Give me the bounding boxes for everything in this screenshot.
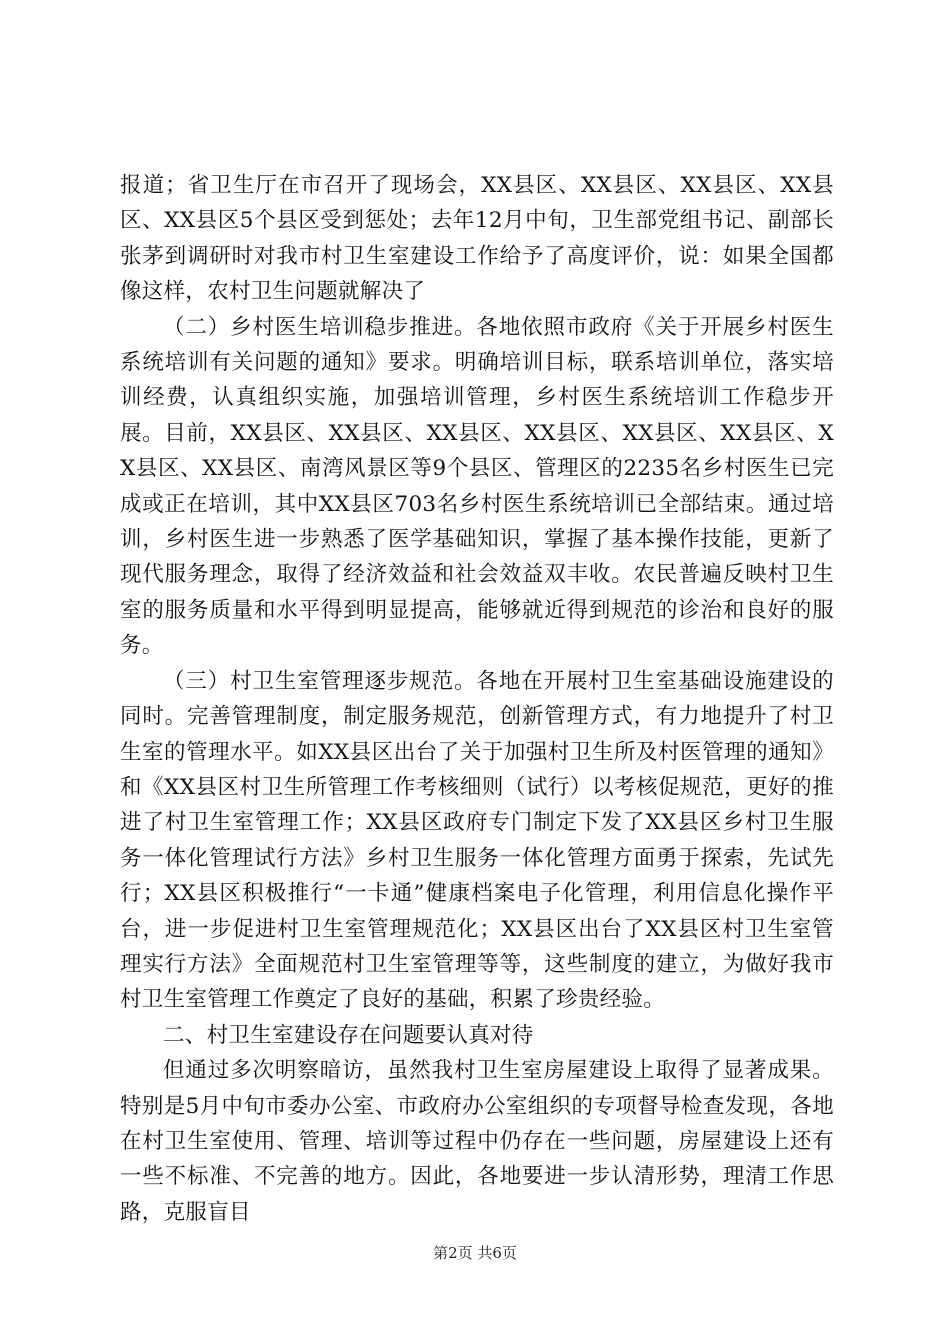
paragraph-continuation: 报道；省卫生厅在市召开了现场会，XX县区、XX县区、XX县区、XX县区、XX县区5个县区受到惩处；去年12月中旬，卫生部党组书记、副部长张茅到调研时对我市村卫生室建设工作给予了高度评价，说：如果全国都像这样，农村卫生问题就解决了	[120, 173, 834, 305]
paragraph-village-doctor-training: （二）乡村医生培训稳步推进。各地依照市政府《关于开展乡村医生系统培训有关问题的通知》要求。明确培训目标，联系培训单位，落实培训经费，认真组织实施，加强培训管理，乡村医生系统培训工作稳步开展。目前，XX县区、XX县区、XX县区、XX县区、XX县区、XX县区、XX县区、XX县区、南湾风景区等9个县区、管理区的2235名乡村医生已完成或正在培训，其中XX县区703名乡村医生系统培训已全部结束。通过培训，乡村医生进一步熟悉了医学基础知识，掌握了基本操作技能，更新了现代服务理念，取得了经济效益和社会效益双丰收。农民普遍反映村卫生室的服务质量和水平得到明显提高，能够就近得到规范的诊治和良好的服务。	[120, 314, 834, 659]
document-body	[120, 168, 834, 1230]
page-number-footer: 第2页 共6页	[433, 1244, 517, 1262]
paragraph-problems: 但通过多次明察暗访，虽然我村卫生室房屋建设上取得了显著成果。特别是5月中旬市委办公室、市政府办公室组织的专项督导检查发现，各地在村卫生室使用、管理、培训等过程中仍存在一些问题，房屋建设上还有一些不标准、不完善的地方。因此，各地要进一步认清形势，理清工作思路，克服盲目	[120, 1058, 834, 1225]
section-heading-problems: 二、村卫生室建设存在问题要认真对待	[163, 1022, 534, 1048]
paragraph-clinic-management: （三）村卫生室管理逐步规范。各地在开展村卫生室基础设施建设的同时。完善管理制度，制定服务规范，创新管理方式，有力地提升了村卫生室的管理水平。如XX县区出台了关于加强村卫生所及村医管理的通知》和《XX县区村卫生所管理工作考核细则（试行）以考核促规范，更好的推进了村卫生室管理工作；XX县区政府专门制定下发了XX县区乡村卫生服务一体化管理试行方法》乡村卫生服务一体化管理方面勇于探索，先试先行；XX县区积极推行“一卡通”健康档案电子化管理，利用信息化操作平台，进一步促进村卫生室管理规范化；XX县区出台了XX县区村卫生室管理实行方法》全面规范村卫生室管理等等，这些制度的建立，为做好我市村卫生室管理工作奠定了良好的基础，积累了珍贵经验。	[120, 668, 834, 1013]
